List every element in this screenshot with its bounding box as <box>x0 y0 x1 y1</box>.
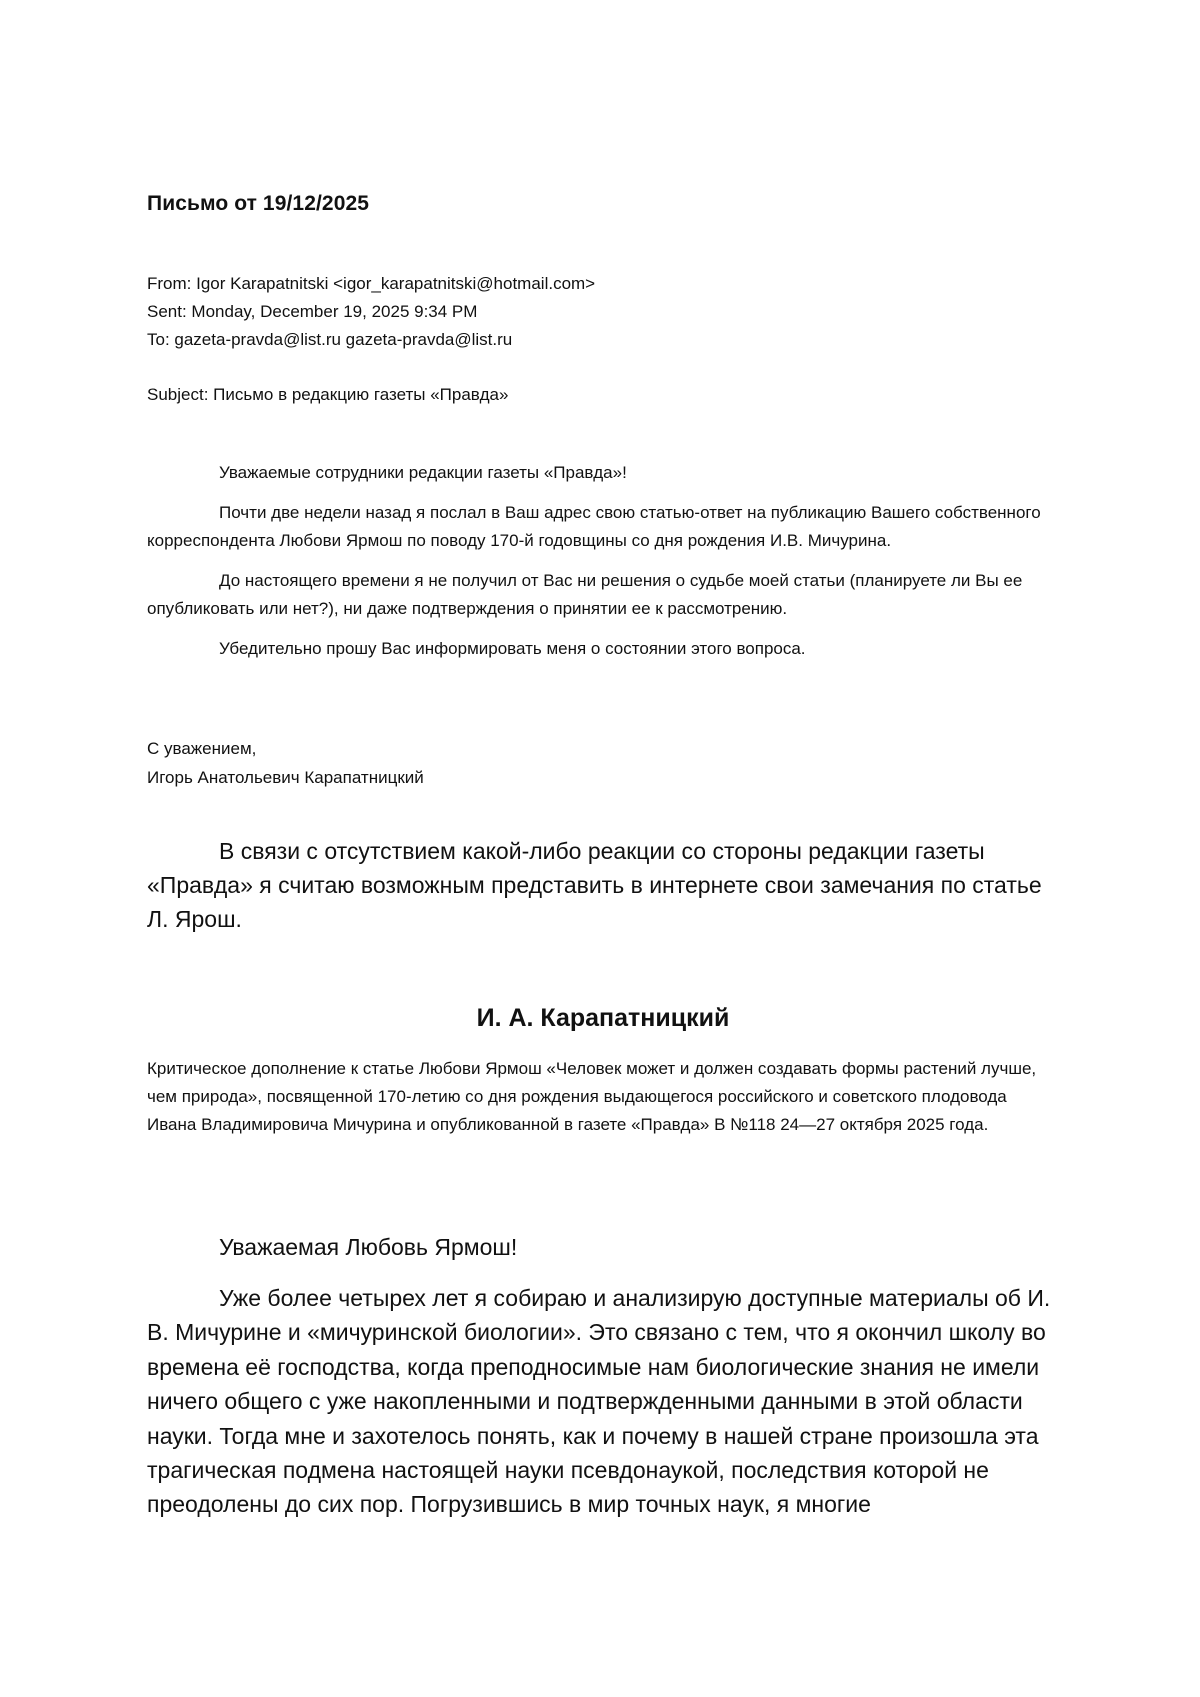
email-to: To: gazeta-pravda@list.ru gazeta-pravda@list.ru <box>147 330 513 349</box>
article-abstract: Критическое дополнение к статье Любови Ярмош «Человек может и должен создавать формы растений лучше, чем природа», посвященной 170-летию со дня рождения выдающегося российского и советского плодовода Ивана Владимировича Мичурина и опубликованной в газете «Правда» В №118 24—27 октября 2025 года. <box>147 1059 1037 1134</box>
letter-paragraph: До настоящего времени я не получил от Вас ни решения о судьбе моей статьи (планируете ли Вы ее опубликовать или нет?), ни даже подтверждения о принятии ее к рассмотрению. <box>147 571 1023 618</box>
letter-closing: С уважением, <box>147 739 257 758</box>
email-sent: Sent: Monday, December 19, 2025 9:34 PM <box>147 302 478 321</box>
letter-paragraph: Убедительно прошу Вас информировать меня о состоянии этого вопроса. <box>219 639 806 658</box>
email-subject: Subject: Письмо в редакцию газеты «Правда» <box>147 385 509 404</box>
notice-paragraph: В связи с отсутствием какой-либо реакции со стороны редакции газеты «Правда» я считаю возможным представить в интернете свои замечания по статье Л. Ярош. <box>147 838 1042 932</box>
email-from: From: Igor Karapatnitski <igor_karapatnitski@hotmail.com> <box>147 274 596 293</box>
article-body: Уже более четырех лет я собираю и анализирую доступные материалы об И. В. Мичурине и «мичуринской биологии». Это связано с тем, что я окончил школу во времена её господства, когда преподносимые нам биологические знания не имели ничего общего с уже накопленными и подтвержденными данными в этой области науки. Тогда мне и захотелось понять, как и почему в нашей стране произошла эта трагическая подмена настоящей науки псевдонаукой, последствия которой не преодолены до сих пор. Погрузившись в мир точных наук, я многие <box>147 1285 1051 1518</box>
letter-body <box>147 459 1059 675</box>
letter-signature: Игорь Анатольевич Карапатницкий <box>147 768 424 787</box>
letter-paragraph: Уважаемые сотрудники редакции газеты «Правда»! <box>219 463 627 482</box>
letter-closing-block <box>147 734 424 792</box>
article-greeting: Уважаемая Любовь Ярмош! <box>219 1234 518 1260</box>
letter-paragraph: Почти две недели назад я послал в Ваш адрес свою статью-ответ на публикацию Вашего собственного корреспондента Любови Ярмош по поводу 170-й годовщины со дня рождения И.В. Мичурина. <box>147 503 1041 550</box>
email-header <box>147 270 595 354</box>
document-title: Письмо от 19/12/2025 <box>147 192 370 215</box>
article-author: И. А. Карапатницкий <box>476 1004 730 1032</box>
